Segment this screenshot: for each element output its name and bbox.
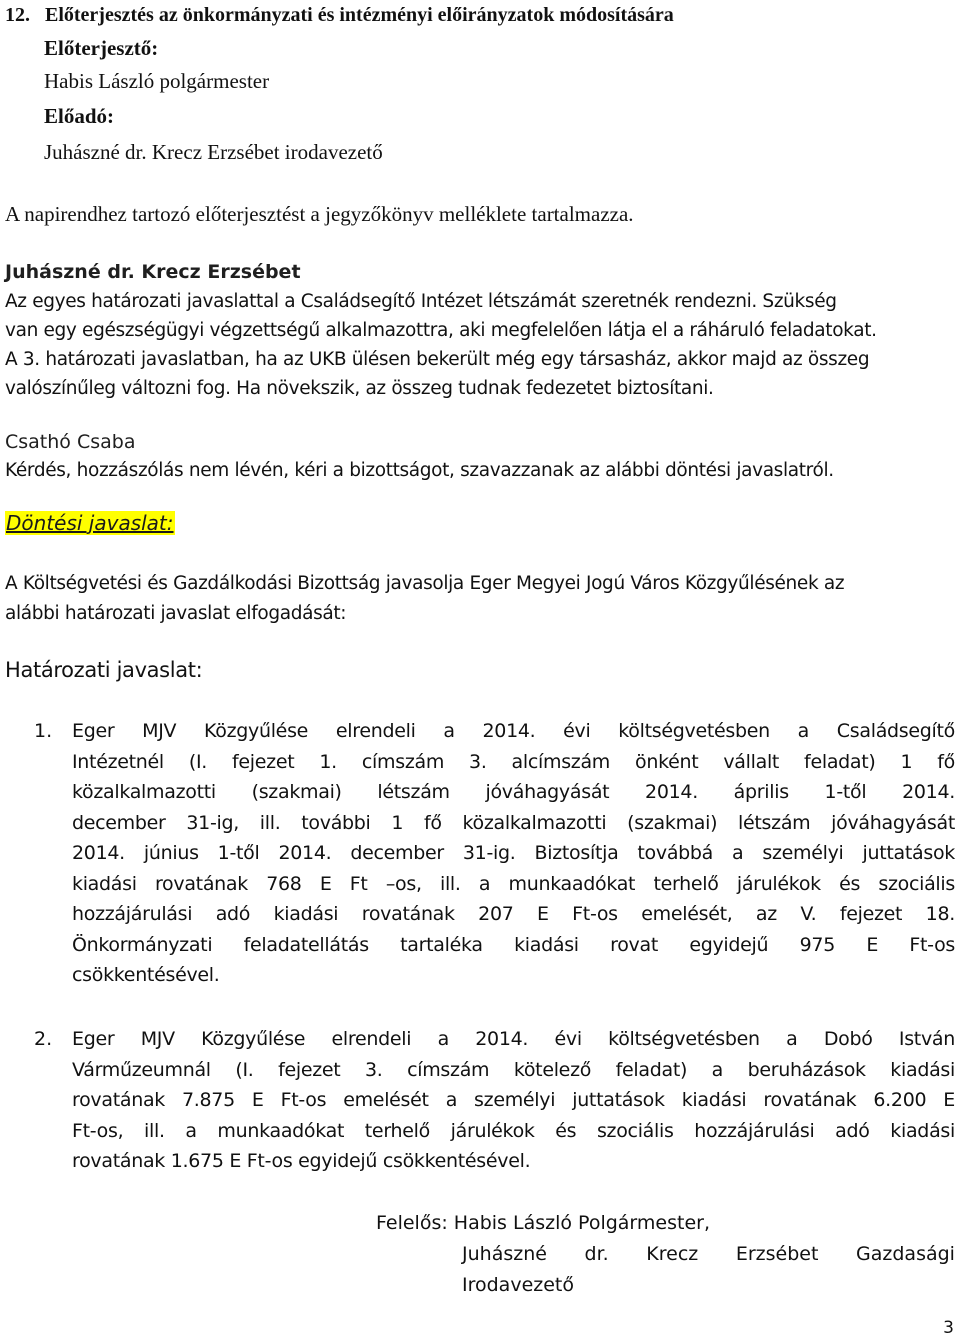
item-2-line: Ft-os, ill. a munkaadókat terhelő járulékok és szociális hozzájárulási adó kiadási [72,1119,955,1142]
speaker-heading-csatho: Csathó Csaba [5,431,136,453]
item-2-number: 2. [34,1028,53,1050]
presenter-name: Habis László polgármester [44,69,270,93]
speaker-name: Juhászné dr. Krecz Erzsébet irodavezető [44,140,383,164]
responsible-word: dr. [584,1243,609,1265]
item-1-number: 1. [34,720,53,742]
item-2-line: rovatának 7.875 E Ft-os emelését a személyi juttatások kiadási rovatának 6.200 E [72,1089,955,1111]
attachment-note: A napirendhez tartozó előterjesztést a jegyzőkönyv melléklete tartalmazza. [5,202,634,226]
speech1-line-2: van egy egészségügyi végzettségű alkalmazottra, aki megfelelően látja el a ráháruló feladatokat. [5,320,877,341]
responsible-line-1: Felelős: Habis László Polgármester, [376,1212,710,1234]
proposal-line-1: A Költségvetési és Gazdálkodási Bizottság javasolja Eger Megyei Jogú Város Közgyűlésének az [5,573,845,594]
item-1-line: Önkormányzati feladatellátás tartaléka kiadási rovat egyidejű 975 E Ft-os [72,933,955,956]
agenda-title-text: Előterjesztés az önkormányzati és intézményi előirányzatok módosítására [45,4,674,26]
responsible-word: Gazdasági [856,1243,955,1265]
responsible-word: Erzsébet [735,1243,819,1265]
speech2-text: Kérdés, hozzászólás nem lévén, kéri a bizottságot, szavazzanak az alábbi döntési javaslatról. [5,460,834,481]
item-1-body [72,716,955,991]
presenter-label: Előterjesztő: [44,36,159,60]
item-1-line: december 31-ig, ill. további 1 fő közalkalmazotti (szakmai) létszám jóváhagyását [72,811,955,834]
agenda-title [5,0,955,31]
responsible-line-3: Irodavezető [462,1274,574,1296]
item-2-body [72,1024,955,1177]
item-1-line: hozzájárulási adó kiadási rovatának 207 E Ft-os emelését, az V. fejezet 18. [72,903,955,925]
item-1-line: csökkentésével. [72,964,220,986]
item-1-line: 2014. június 1-től 2014. december 31-ig. Biztosítja továbbá a személyi juttatások [72,842,955,864]
speaker-heading-krecz: Juhászné dr. Krecz Erzsébet [5,261,301,283]
responsible-word: Krecz [646,1243,699,1265]
responsible-line-2 [462,1239,955,1270]
item-2-line: rovatának 1.675 E Ft-os egyidejű csökkentésével. [72,1150,531,1172]
page-number: 3 [943,1318,954,1338]
proposal-heading: Döntési javaslat: [6,511,174,535]
item-1-line: Intézetnél (I. fejezet 1. címszám 3. alcímszám önként vállalt feladat) 1 fő [72,750,955,773]
proposal-line-2: alábbi határozati javaslat elfogadását: [5,603,347,624]
speaker-label: Előadó: [44,104,115,128]
speech1-line-3: A 3. határozati javaslatban, ha az UKB ülésen bekerült még egy társasház, akkor majd az összeg [5,349,870,370]
item-1-line: közalkalmazotti (szakmai) létszám jóváhagyását 2014. április 1-től 2014. [72,781,955,803]
item-1-line: kiadási rovatának 768 E Ft –os, ill. a munkaadókat terhelő járulékok és szociális [72,872,955,895]
agenda-number: 12. [5,4,30,26]
item-2-line: Várműzeumnál (I. fejezet 3. címszám kötelező feladat) a beruházások kiadási [72,1058,955,1081]
responsible-word: Juhászné [462,1243,547,1265]
speech1-line-1: Az egyes határozati javaslattal a Családsegítő Intézet létszámát szeretnék rendezni. Szükség [5,291,837,312]
resolution-label: Határozati javaslat: [5,658,203,682]
speech1-line-4: valószínűleg változni fog. Ha növekszik, az összeg tudnak fedezetet biztosítani. [5,378,714,399]
proposal-heading-row [5,511,955,535]
item-1-line: Eger MJV Közgyűlése elrendeli a 2014. évi költségvetésben a Családsegítő [72,720,955,742]
item-2-line: Eger MJV Közgyűlése elrendeli a 2014. évi költségvetésben a Dobó István [72,1028,955,1050]
